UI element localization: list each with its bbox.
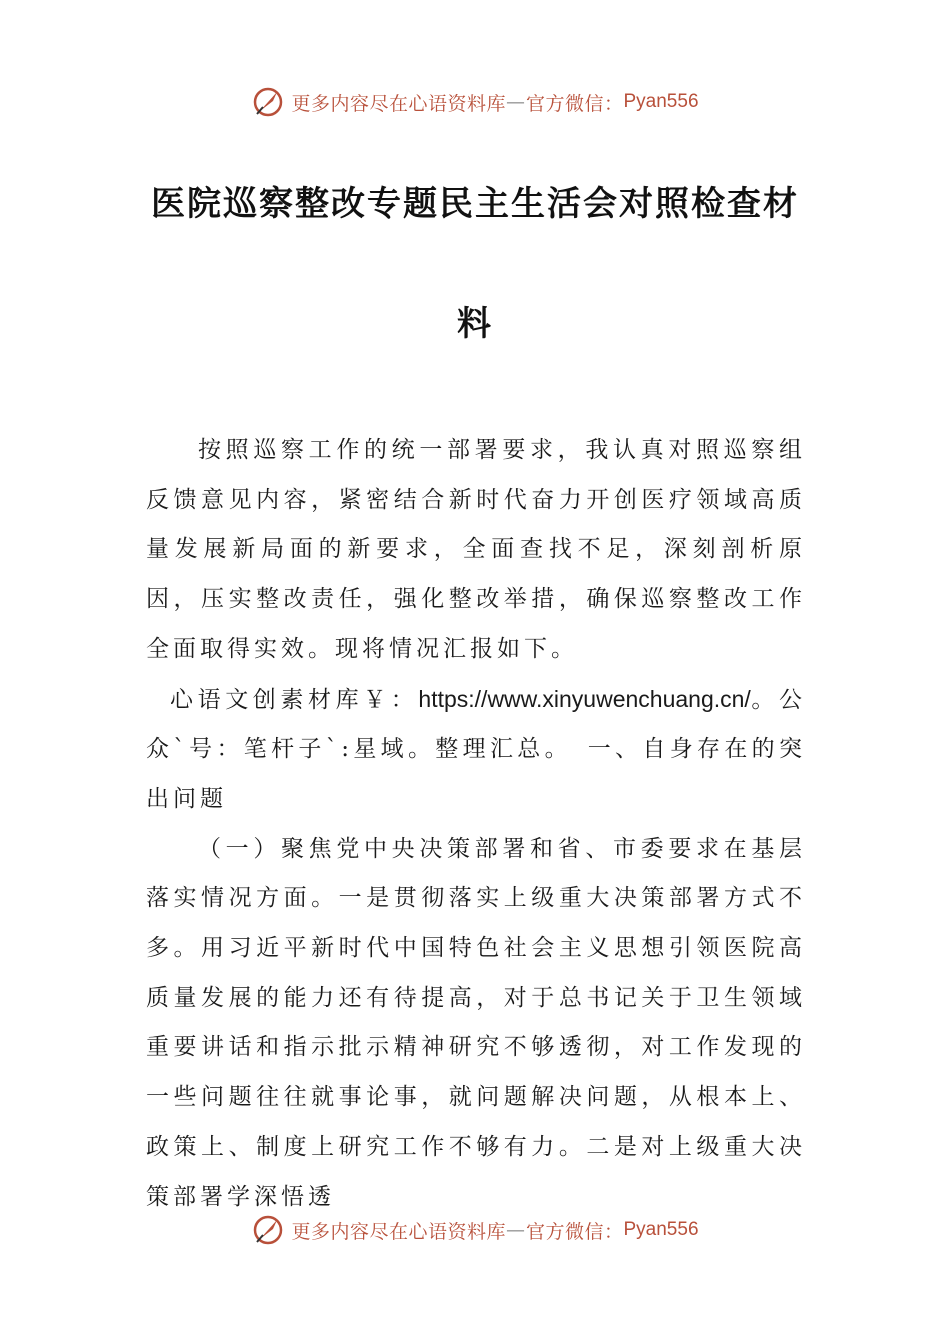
watermark-main-text: 更多内容尽在心语资料库	[291, 1220, 506, 1243]
paragraph-intro: 按照巡察工作的统一部署要求，我认真对照巡察组反馈意见内容，紧密结合新时代奋力开创医疗领域高质量发展新局面的新要求，全面查找不足，深刻剖析原因，压实整改责任，强化整改举措，确保巡察整改工作全面取得实效。现将情况汇报如下。	[146, 437, 806, 662]
document-title-line2: 料	[457, 304, 493, 344]
header-watermark	[0, 80, 950, 124]
quill-logo-icon	[251, 1213, 285, 1247]
watermark-separator: —	[505, 91, 526, 113]
footer-watermark	[0, 1208, 950, 1252]
quill-logo-icon	[251, 85, 285, 119]
source-prefix: 心语文创素材库￥：	[170, 686, 419, 713]
watermark-account: Pyan556	[623, 91, 699, 112]
paragraph-source	[146, 675, 806, 825]
watermark-label: 官方微信：	[525, 92, 624, 115]
document-body	[146, 426, 806, 1222]
watermark-account: Pyan556	[623, 1219, 699, 1240]
watermark-separator: —	[505, 1219, 526, 1241]
watermark-main-text: 更多内容尽在心语资料库	[291, 92, 506, 115]
paragraph-section-one: （一）聚焦党中央决策部署和省、市委要求在基层落实情况方面。一是贯彻落实上级重大决策部署方式不多。用习近平新时代中国特色社会主义思想引领医院高质量发展的能力还有待提高，对于总书记关于卫生领域重要讲话和指示批示精神研究不够透彻，对工作发现的一些问题往往就事论事，就问题解决问题，从根本上、政策上、制度上研究工作不够有力。二是对上级重大决策部署学深悟透	[146, 835, 806, 1210]
source-suffix: 。公众`号：笔杆子`:星域。整理汇总。 一、自身存在的突出问题	[146, 686, 807, 812]
watermark-label: 官方微信：	[525, 1220, 624, 1243]
source-url: https://www.xinyuwenchuang.cn/	[418, 685, 751, 712]
document-title-line1: 医院巡察整改专题民主生活会对照检查材	[151, 184, 799, 224]
